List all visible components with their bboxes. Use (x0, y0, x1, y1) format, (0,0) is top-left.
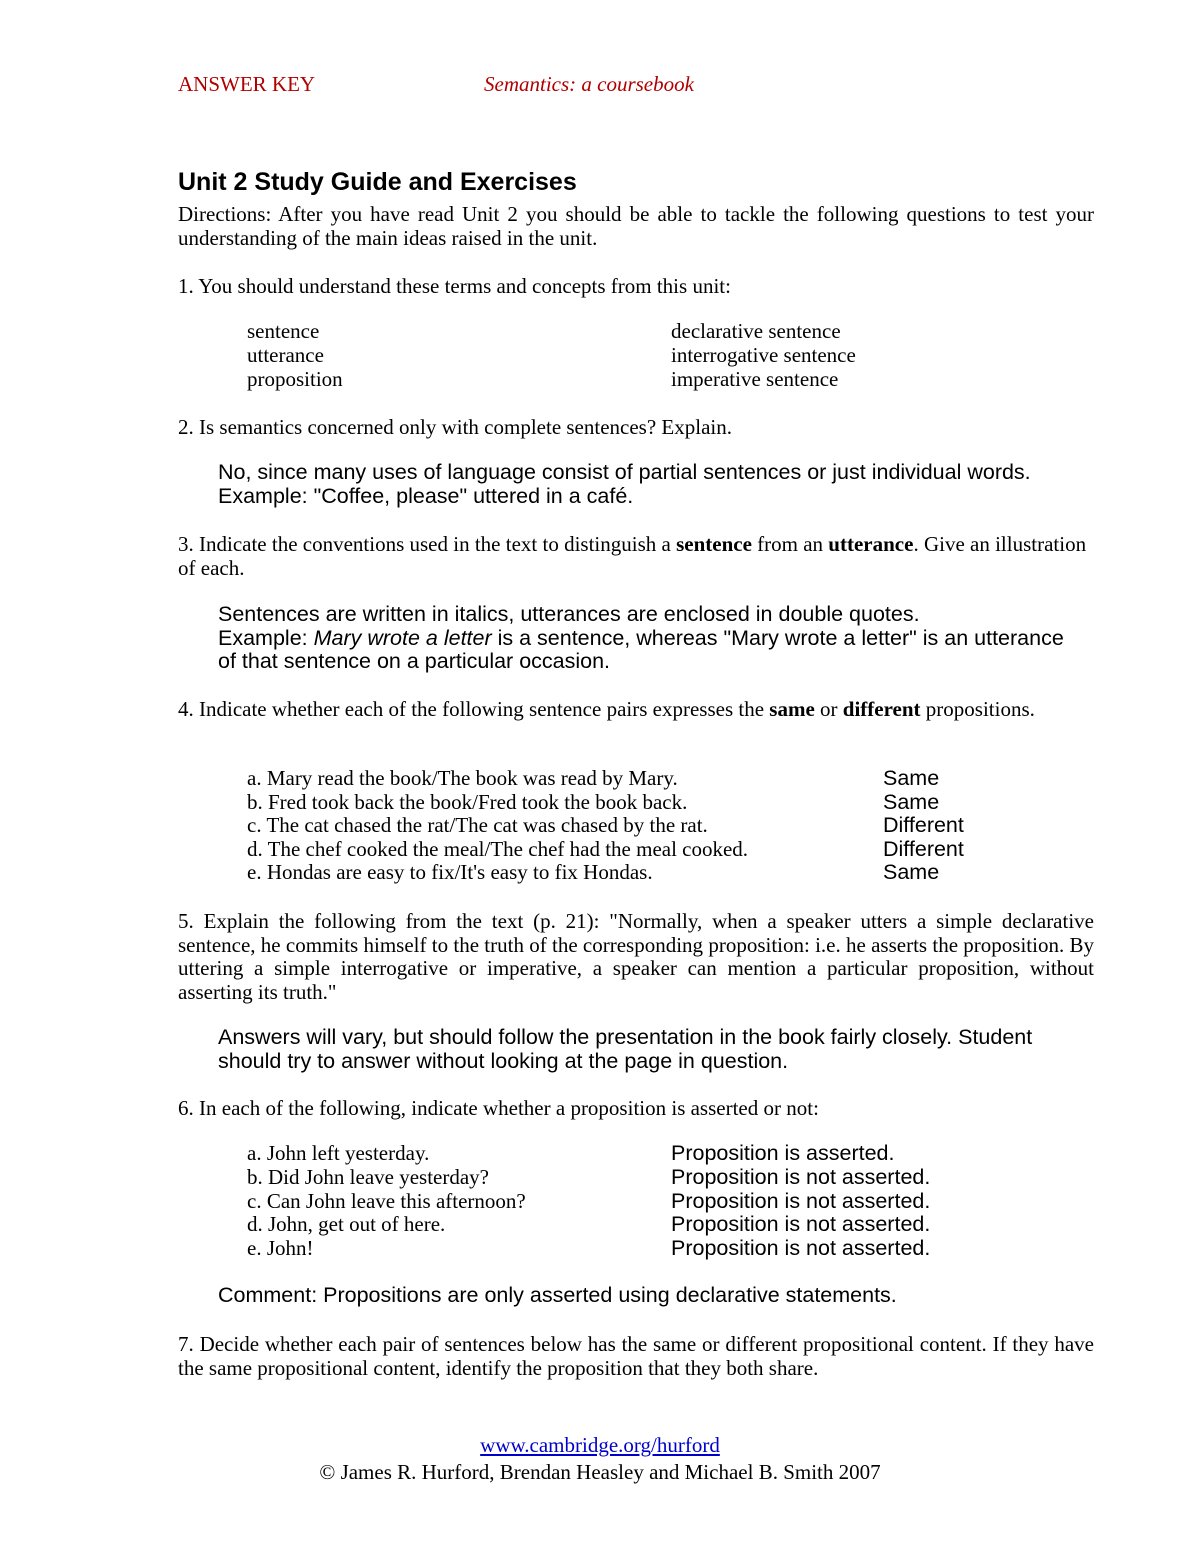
question-4-mid: or (814, 697, 843, 721)
pair-answer: Different (883, 837, 964, 861)
term-different: different (842, 697, 921, 721)
example-sentence: Mary wrote a letter (313, 625, 492, 650)
statement-item: b. Did John leave yesterday? (247, 1165, 490, 1189)
statement-item: a. John left yesterday. (247, 1141, 430, 1165)
question-5: 5. Explain the following from the text (p. 21): "Normally, when a speaker utters a simple declarative sentence, he commits himself to the truth of the corresponding proposition: i.e. he asserts the proposition. By uttering a simple interrogative or imperative, a speaker can mention a particular proposition, without asserting its truth." (178, 909, 1094, 1004)
comment-6: Comment: Propositions are only asserted using declarative statements. (218, 1283, 897, 1307)
footer-copyright: © James R. Hurford, Brendan Heasley and Michael B. Smith 2007 (319, 1460, 881, 1484)
question-7: 7. Decide whether each pair of sentences below has the same or different propositional content. If they have the same propositional content, identify the proposition that they both share. (178, 1332, 1094, 1380)
pair-answer: Same (883, 766, 940, 790)
term-sentence: sentence (676, 532, 752, 556)
statement-answer: Proposition is not asserted. (671, 1165, 931, 1189)
pair-item: c. The cat chased the rat/The cat was chased by the rat. (247, 813, 708, 837)
question-3-mid: from an (751, 532, 829, 556)
term-item: utterance (247, 343, 324, 367)
pair-item: d. The chef cooked the meal/The chef had the meal cooked. (247, 837, 749, 861)
page-title: Unit 2 Study Guide and Exercises (178, 168, 577, 196)
question-4-post: propositions. (920, 697, 1035, 721)
answer-2: No, since many uses of language consist of partial sentences or just individual words. Example: "Coffee, please" uttered in a café. (218, 460, 1031, 508)
term-same: same (769, 697, 815, 721)
question-3-post: . Give an illustration of each. (178, 532, 1087, 580)
answer-3-pre: Example: (218, 625, 314, 650)
answer-3-post: is a sentence, whereas "Mary wrote a letter" is an utterance of that sentence on a particular occasion. (218, 625, 1064, 673)
footer-link[interactable]: www.cambridge.org/hurford (480, 1433, 720, 1457)
statement-item: c. Can John leave this afternoon? (247, 1189, 526, 1213)
pair-item: e. Hondas are easy to fix/It's easy to fix Hondas. (247, 860, 653, 884)
pair-answer: Same (883, 790, 940, 814)
question-3 (178, 533, 1094, 580)
footer-link-wrap (0, 1433, 1200, 1458)
pair-answer: Different (883, 813, 964, 837)
header-answer-key: ANSWER KEY (178, 72, 316, 96)
header-book-title: Semantics: a coursebook (484, 72, 694, 96)
question-4-pre: 4. Indicate whether each of the following sentence pairs expresses the (178, 697, 770, 721)
pair-answer: Same (883, 860, 940, 884)
statement-answer: Proposition is not asserted. (671, 1212, 931, 1236)
statement-item: e. John! (247, 1236, 314, 1260)
answer-3 (218, 603, 1078, 674)
statement-answer: Proposition is not asserted. (671, 1236, 931, 1260)
term-item: proposition (247, 367, 343, 391)
term-item: interrogative sentence (671, 343, 856, 367)
pair-item: a. Mary read the book/The book was read by Mary. (247, 766, 678, 790)
question-6: 6. In each of the following, indicate whether a proposition is asserted or not: (178, 1096, 819, 1120)
term-item: sentence (247, 319, 320, 343)
term-utterance: utterance (828, 532, 914, 556)
directions: Directions: After you have read Unit 2 you should be able to tackle the following questions to test your understanding of the main ideas raised in the unit. (178, 202, 1094, 250)
question-3-pre: 3. Indicate the conventions used in the text to distinguish a (178, 532, 677, 556)
answer-3-line1: Sentences are written in italics, utterances are enclosed in double quotes. (218, 602, 920, 626)
question-1: 1. You should understand these terms and concepts from this unit: (178, 274, 731, 298)
statement-answer: Proposition is not asserted. (671, 1189, 931, 1213)
pair-item: b. Fred took back the book/Fred took the book back. (247, 790, 688, 814)
term-item: declarative sentence (671, 319, 841, 343)
statement-item: d. John, get out of here. (247, 1212, 446, 1236)
answer-5: Answers will vary, but should follow the presentation in the book fairly closely. Student should try to answer without looking at the page in question. (218, 1025, 1033, 1073)
term-item: imperative sentence (671, 367, 839, 391)
statement-answer: Proposition is asserted. (671, 1141, 895, 1165)
question-4 (178, 698, 1094, 722)
question-2: 2. Is semantics concerned only with complete sentences? Explain. (178, 415, 732, 439)
